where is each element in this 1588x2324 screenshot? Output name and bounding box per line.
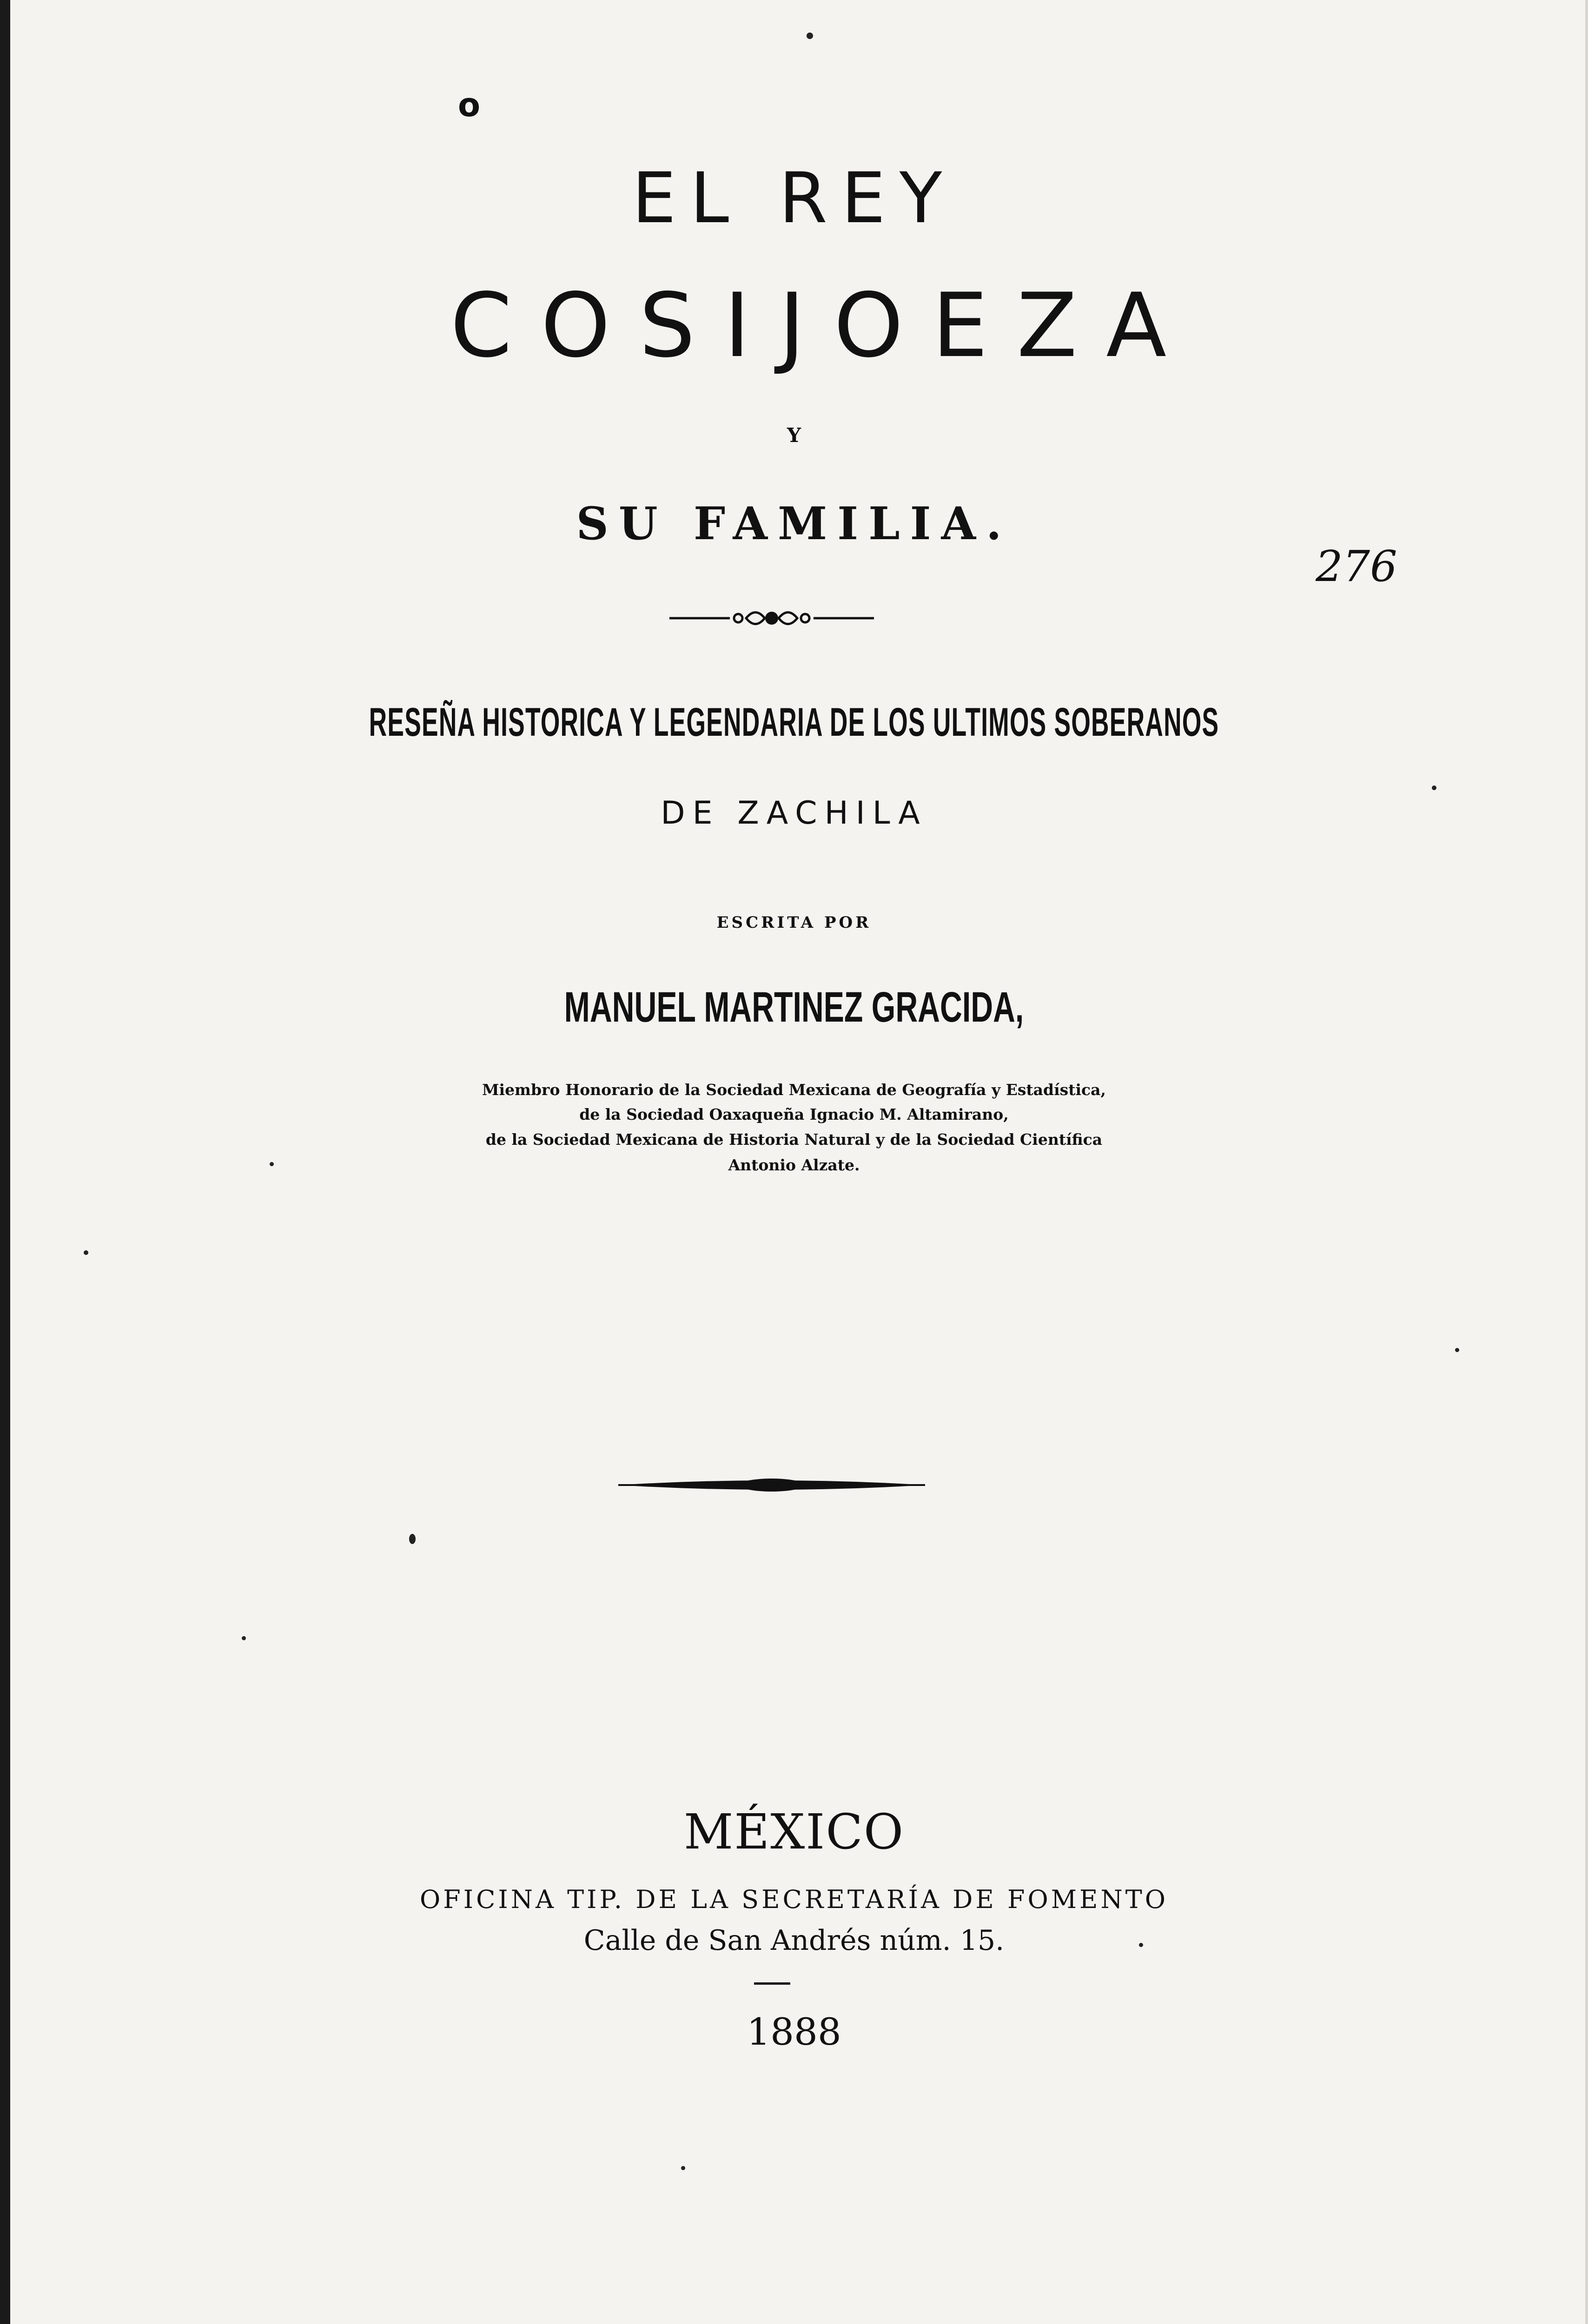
- title-line-2: COSIJOEZA: [450, 274, 1196, 377]
- small-ornament: [669, 604, 874, 632]
- scan-speck: [681, 2166, 685, 2170]
- imprint-office: OFICINA TIP. DE LA SECRETARÍA DE FOMENTO: [420, 1885, 1168, 1914]
- imprint-city: MÉXICO: [683, 1803, 905, 1860]
- title-line-3: SU FAMILIA.: [576, 497, 1012, 550]
- scan-speck: [84, 1250, 88, 1255]
- affiliation-line: de la Sociedad Oaxaqueña Ignacio M. Altamirano,: [579, 1105, 1009, 1123]
- corner-mark: o: [458, 86, 481, 124]
- title-line-1: EL REY: [632, 158, 956, 239]
- scan-speck: [409, 1534, 416, 1544]
- separator-rule: [754, 1982, 790, 1985]
- imprint-year: 1888: [747, 2010, 841, 2053]
- scan-speck: [242, 1636, 246, 1640]
- author-name: MANUEL MARTINEZ GRACIDA,: [564, 984, 1024, 1031]
- large-ornament: [618, 1471, 925, 1499]
- imprint-street: Calle de San Andrés núm. 15.: [583, 1924, 1005, 1957]
- subtitle-line-1: RESEÑA HISTORICA Y LEGENDARIA DE LOS ULTIMOS SOBERANOS: [369, 700, 1219, 745]
- affiliation-line: de la Sociedad Mexicana de Historia Natural y de la Sociedad Científica: [485, 1130, 1103, 1149]
- scan-speck: [1139, 1943, 1143, 1947]
- affiliation-line: Miembro Honorario de la Sociedad Mexicana de Geografía y Estadística,: [482, 1081, 1106, 1099]
- scan-speck: [270, 1162, 274, 1166]
- scan-speck: [807, 33, 813, 39]
- affiliation-line: Antonio Alzate.: [728, 1156, 860, 1174]
- title-conjunction: Y: [787, 424, 801, 447]
- handwritten-note: 276: [1316, 541, 1397, 591]
- scan-speck: [1432, 786, 1436, 790]
- scan-speck: [1455, 1348, 1459, 1352]
- subtitle-line-2: DE ZACHILA: [661, 795, 927, 832]
- byline: ESCRITA POR: [716, 913, 872, 932]
